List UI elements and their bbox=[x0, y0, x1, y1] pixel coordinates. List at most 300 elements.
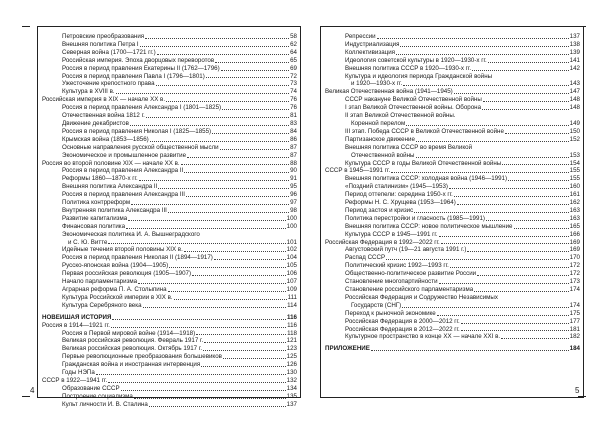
toc-entry bbox=[321, 175, 580, 183]
toc-entry-title: Отечественная война 1812 г. bbox=[62, 112, 145, 120]
toc-entry-title: Становление российского парламентаризма bbox=[345, 286, 474, 293]
toc-entry-page: 91 bbox=[290, 175, 297, 183]
dot-leader bbox=[126, 228, 286, 229]
toc-entry bbox=[38, 254, 297, 262]
toc-entry bbox=[321, 57, 580, 65]
dot-leader bbox=[139, 180, 289, 181]
toc-entry-page: 69 bbox=[290, 64, 297, 72]
toc-entry bbox=[38, 294, 297, 302]
toc-entry-title: Аграрная реформа П. А. Столыпина bbox=[62, 286, 167, 293]
toc-entry-page: 182 bbox=[569, 333, 580, 341]
toc-entry-page: 62 bbox=[290, 40, 297, 48]
toc-entry bbox=[321, 33, 580, 41]
toc-entry bbox=[321, 65, 580, 73]
toc-entry-page: 95 bbox=[290, 183, 297, 191]
dot-leader bbox=[145, 38, 289, 39]
toc-entry-title: Годы НЭПа bbox=[62, 369, 95, 377]
toc-entry bbox=[321, 160, 580, 168]
toc-entry bbox=[321, 144, 580, 152]
toc-entry-page: 163 bbox=[569, 214, 580, 222]
toc-entry-title: Внешняя политика СССР: холодная война (1946—1991) bbox=[345, 175, 508, 183]
toc-entry bbox=[38, 136, 297, 144]
dot-leader bbox=[186, 196, 289, 197]
toc-entry-page: 58 bbox=[290, 33, 297, 40]
toc-entry-page: 84 bbox=[290, 127, 297, 135]
toc-entry bbox=[321, 207, 580, 215]
dot-leader bbox=[187, 157, 289, 158]
dot-leader bbox=[158, 188, 289, 189]
toc-section-heading bbox=[321, 88, 580, 96]
toc-entry-page: 170 bbox=[569, 254, 580, 262]
toc-entry-title: Переход к рыночной экономике bbox=[345, 309, 436, 317]
crop-mark bbox=[22, 26, 30, 27]
toc-entry-page: 154 bbox=[569, 159, 580, 167]
toc-entry bbox=[38, 128, 297, 136]
toc-entry-page: 135 bbox=[286, 392, 297, 400]
toc-entry-page: 161 bbox=[569, 191, 580, 199]
toc-entry-title: Репрессии bbox=[345, 33, 376, 40]
toc-entry bbox=[38, 152, 297, 160]
toc-entry bbox=[38, 286, 297, 294]
toc-entry-page: 130 bbox=[286, 369, 297, 377]
toc-entry bbox=[38, 231, 297, 239]
toc-entry bbox=[321, 270, 580, 278]
dot-leader bbox=[215, 62, 289, 63]
toc-entry-page: 137 bbox=[569, 33, 580, 40]
dot-leader bbox=[192, 275, 286, 276]
toc-section-heading bbox=[321, 345, 580, 353]
toc-entry-page: 153 bbox=[569, 151, 580, 159]
toc-entry-page: 138 bbox=[569, 40, 580, 48]
toc-entry bbox=[321, 231, 580, 239]
toc-entry-page: 101 bbox=[286, 238, 297, 246]
toc-entry bbox=[321, 215, 580, 223]
page-number-right: 5 bbox=[575, 386, 580, 395]
toc-entry-page: 76 bbox=[290, 96, 297, 104]
toc-entry bbox=[321, 152, 580, 160]
toc-entry bbox=[321, 310, 580, 318]
dot-leader bbox=[156, 85, 290, 86]
toc-entry-page: 163 bbox=[569, 206, 580, 214]
toc-entry-title: I этап Великой Отечественной войны. Оборона bbox=[345, 104, 482, 112]
toc-entry-page: 152 bbox=[569, 135, 580, 143]
toc-entry bbox=[321, 191, 580, 199]
toc-entry bbox=[321, 254, 580, 262]
toc-entry bbox=[38, 246, 297, 254]
toc-entry bbox=[38, 175, 297, 183]
toc-entry-title: Великая российская революция. Октябрь 1917 г. bbox=[62, 345, 203, 353]
toc-entry bbox=[38, 330, 297, 338]
dot-leader bbox=[377, 38, 569, 39]
toc-entry-title: Культурное пространство в конце XX — начале XXI в. bbox=[345, 333, 501, 341]
toc-entry-title: и 1920—1930-х гг. bbox=[351, 80, 403, 88]
dot-leader bbox=[416, 141, 569, 142]
dot-leader bbox=[168, 212, 289, 213]
toc-entry-page: 155 bbox=[569, 167, 580, 175]
toc-section-heading bbox=[38, 322, 297, 330]
toc-entry bbox=[38, 191, 297, 199]
toc-entry-page: 177 bbox=[569, 317, 580, 325]
dot-leader bbox=[130, 125, 289, 126]
dot-leader bbox=[174, 299, 287, 300]
toc-section-heading bbox=[321, 167, 580, 175]
toc-entry bbox=[38, 223, 297, 231]
right-page bbox=[320, 26, 584, 398]
dot-leader bbox=[223, 358, 286, 359]
dot-leader bbox=[116, 93, 290, 94]
toc-entry-title: и С. Ю. Витте bbox=[68, 238, 108, 246]
toc-entry-title: Внешняя политика Александра II bbox=[62, 183, 158, 191]
toc-entry-page: 87 bbox=[290, 143, 297, 151]
dot-leader bbox=[221, 70, 289, 71]
toc-entry bbox=[38, 65, 297, 73]
dot-leader bbox=[439, 283, 569, 284]
toc-entry-title: «Поздний сталинизм» (1945—1953) bbox=[345, 183, 448, 191]
toc-entry-title: Коренной перелом bbox=[351, 119, 406, 127]
toc-entry-title: Первые революционные преобразования большевиков bbox=[62, 353, 222, 361]
toc-entry-page: 160 bbox=[569, 183, 580, 191]
dot-leader bbox=[482, 109, 569, 110]
toc-entry-page: 88 bbox=[290, 159, 297, 167]
toc-entry-page: 172 bbox=[569, 270, 580, 278]
left-page bbox=[37, 26, 301, 408]
toc-entry-page: 132 bbox=[286, 376, 297, 384]
toc-entry-page: 175 bbox=[569, 309, 580, 317]
toc-entry bbox=[38, 88, 297, 96]
toc-entry bbox=[38, 385, 297, 393]
toc-entry-page: 169 bbox=[569, 246, 580, 254]
toc-section-heading bbox=[321, 239, 580, 247]
toc-entry-page: 173 bbox=[569, 278, 580, 286]
dot-leader bbox=[467, 251, 568, 252]
dot-leader bbox=[112, 319, 286, 320]
toc-entry-page: 102 bbox=[286, 246, 297, 254]
dot-leader bbox=[501, 338, 569, 339]
toc-entry-title: III этап. Победа СССР в Великой Отечественной войне bbox=[345, 127, 504, 135]
toc-entry bbox=[321, 199, 580, 207]
toc-entry-page: 87 bbox=[290, 151, 297, 159]
toc-entry bbox=[321, 120, 580, 128]
toc-entry-title: Идейные течения второй половины XIX в. bbox=[62, 246, 183, 254]
dot-leader bbox=[441, 243, 569, 244]
toc-entry-title: СССР в 1922—1941 гг. bbox=[42, 376, 108, 384]
toc-entry bbox=[321, 104, 580, 112]
toc-entry-title: Культура СССР в годы Великой Отечественной войны bbox=[345, 159, 502, 167]
toc-entry-page: 137 bbox=[286, 400, 297, 408]
toc-entry-title: Российская Федерация в 1992—2022 гг. bbox=[325, 238, 440, 246]
toc-entry-title: Реформы Н. С. Хрущева (1953—1964) bbox=[345, 199, 456, 207]
dot-leader bbox=[214, 259, 286, 260]
toc-entry bbox=[321, 41, 580, 49]
dot-leader bbox=[121, 390, 286, 391]
toc-entry bbox=[38, 144, 297, 152]
dot-leader bbox=[449, 188, 569, 189]
toc-entry-title: Внутренняя политика Александра III bbox=[62, 206, 167, 214]
toc-entry-title: Россия в период правления Екатерины II (1762—1796) bbox=[62, 64, 220, 72]
toc-entry-title: Северная война (1700—1721 гг.) bbox=[62, 48, 156, 56]
toc-entry bbox=[38, 393, 297, 401]
toc-entry-title: Период оттепели: середина 1950-х гг. bbox=[345, 191, 453, 199]
toc-entry bbox=[38, 345, 297, 353]
dot-leader bbox=[201, 366, 285, 367]
toc-entry bbox=[38, 270, 297, 278]
toc-entry-title: Индустриализация bbox=[345, 40, 400, 48]
dot-leader bbox=[184, 251, 286, 252]
toc-entry-title: Россия во второй половине XIX — начале XX в. bbox=[42, 159, 180, 167]
toc-entry bbox=[321, 80, 580, 88]
toc-entry-title: Россия в период правления Александра III bbox=[62, 191, 185, 199]
toc-entry-title: Россия в период правления Николая II (1894—1917) bbox=[62, 254, 213, 262]
toc-entry-page: 97 bbox=[290, 199, 297, 207]
dot-leader bbox=[184, 172, 289, 173]
toc-entry-page: 174 bbox=[569, 301, 580, 309]
toc-entry-title: Российская Федерация и Содружество Независимых bbox=[345, 293, 498, 301]
toc-entry bbox=[321, 318, 580, 326]
toc-entry bbox=[38, 278, 297, 286]
toc-entry-title: Россия в период правления Павла I (1796—1801) bbox=[62, 72, 205, 80]
toc-entry-page: 134 bbox=[286, 384, 297, 392]
toc-entry-page: 141 bbox=[569, 56, 580, 64]
toc-entry-title: Идеология советской культуры в 1920—1930-х гг. bbox=[345, 56, 487, 64]
toc-entry-page: 139 bbox=[569, 48, 580, 56]
toc-entry-title: Финансовая политика bbox=[62, 222, 126, 230]
dot-leader bbox=[461, 323, 569, 324]
dot-leader bbox=[439, 236, 569, 237]
toc-entry-page: 162 bbox=[569, 199, 580, 207]
toc-entry-page: 100 bbox=[286, 222, 297, 230]
toc-entry-page: 111 bbox=[287, 293, 297, 301]
toc-entry bbox=[38, 361, 297, 369]
toc-entry-title: Политика перестройки и гласность (1985—1991) bbox=[345, 214, 485, 222]
toc-entry-title: Политика контрреформ bbox=[62, 199, 131, 207]
toc-entry-page: 90 bbox=[290, 167, 297, 175]
dot-leader bbox=[111, 327, 286, 328]
toc-entry bbox=[38, 112, 297, 120]
toc-entry-title: Движение декабристов bbox=[62, 119, 129, 127]
toc-entry bbox=[38, 167, 297, 175]
toc-entry bbox=[38, 401, 297, 409]
toc-entry-title: Начало парламентаризма bbox=[62, 278, 138, 286]
toc-entry-page: 181 bbox=[569, 325, 580, 333]
toc-entry-page: 149 bbox=[569, 119, 580, 127]
dot-leader bbox=[203, 350, 286, 351]
toc-entry-page: 121 bbox=[286, 337, 297, 345]
toc-list-right bbox=[321, 33, 583, 353]
toc-entry-title: Политический кризис 1992—1993 гг. bbox=[345, 262, 449, 270]
toc-entry-page: 116 bbox=[287, 313, 297, 321]
dot-leader bbox=[457, 204, 569, 205]
toc-entry-page: 109 bbox=[286, 286, 297, 293]
dot-leader bbox=[416, 157, 569, 158]
toc-entry-title: Российская империя в XIX — начале XX в. bbox=[42, 96, 166, 104]
toc-entry-page: 96 bbox=[290, 191, 297, 199]
toc-entry-title: II этап Великой Отечественной войны. bbox=[345, 112, 456, 120]
dot-leader bbox=[486, 220, 569, 221]
dot-leader bbox=[212, 133, 289, 134]
toc-entry-title: Российская империя. Эпоха дворцовых переворотов bbox=[62, 56, 215, 64]
toc-entry-title: Экономическое и промышленное развитие bbox=[62, 151, 187, 159]
dot-leader bbox=[146, 117, 289, 118]
toc-entry-page: 184 bbox=[569, 345, 580, 353]
toc-entry-page: 114 bbox=[287, 301, 297, 309]
toc-entry bbox=[38, 215, 297, 223]
toc-entry-title: Российская Федерация в 2000—2012 гг. bbox=[345, 317, 460, 325]
dot-leader bbox=[134, 398, 286, 399]
toc-entry-title: СССР накануне Великой Отечественной войны bbox=[345, 96, 482, 104]
toc-entry-title: Общественно-политическое развитие России bbox=[345, 270, 477, 278]
dot-leader bbox=[403, 85, 568, 86]
toc-entry-title: Партизанское движение bbox=[345, 135, 415, 143]
toc-list-left bbox=[38, 33, 300, 409]
dot-leader bbox=[402, 307, 568, 308]
toc-entry-page: 172 bbox=[569, 262, 580, 270]
toc-entry-page: 74 bbox=[290, 88, 297, 96]
toc-entry bbox=[321, 294, 580, 302]
toc-entry bbox=[38, 207, 297, 215]
toc-entry-title: Русско-японская война (1904—1905) bbox=[62, 262, 169, 270]
toc-entry-title: Построение социализма bbox=[62, 392, 133, 400]
toc-entry bbox=[321, 73, 580, 81]
toc-entry-title: Августовский путч (19—21 августа 1991 г.) bbox=[345, 246, 467, 254]
toc-entry bbox=[321, 223, 580, 231]
toc-section-heading bbox=[38, 377, 297, 385]
toc-entry bbox=[38, 120, 297, 128]
toc-entry-title: Период застоя и кризис bbox=[345, 206, 414, 214]
dot-leader bbox=[396, 54, 569, 55]
dot-leader bbox=[138, 283, 286, 284]
dot-leader bbox=[143, 307, 287, 308]
toc-entry-page: 73 bbox=[290, 80, 297, 88]
toc-entry-title: Становление многопартийности bbox=[345, 278, 438, 286]
dot-leader bbox=[386, 259, 569, 260]
toc-entry-title: Россия в Первой мировой войне (1914—1918) bbox=[62, 329, 196, 337]
toc-entry-page: 116 bbox=[287, 321, 297, 329]
toc-entry bbox=[321, 302, 580, 310]
toc-entry bbox=[38, 337, 297, 345]
toc-entry bbox=[321, 246, 580, 254]
toc-section-heading bbox=[38, 160, 297, 168]
dot-leader bbox=[166, 101, 289, 102]
toc-entry-title: НОВЕЙШАЯ ИСТОРИЯ bbox=[42, 313, 112, 321]
dot-leader bbox=[222, 109, 289, 110]
toc-entry-page: 150 bbox=[569, 127, 580, 135]
toc-entry-page: 165 bbox=[569, 222, 580, 230]
toc-entry-title: Реформы 1860—1870-х гг. bbox=[62, 175, 138, 183]
toc-entry-page: 143 bbox=[569, 80, 580, 88]
dot-leader bbox=[454, 93, 569, 94]
crop-mark bbox=[578, 396, 586, 397]
toc-entry-title: Крымская война (1853—1856) bbox=[62, 135, 149, 143]
toc-entry-page: 72 bbox=[290, 72, 297, 80]
toc-entry bbox=[321, 112, 580, 120]
toc-entry-page: 107 bbox=[286, 278, 297, 286]
dot-leader bbox=[514, 228, 569, 229]
dot-leader bbox=[128, 220, 285, 221]
toc-entry-title: Государств (СНГ) bbox=[351, 301, 402, 309]
page-number-left: 4 bbox=[30, 386, 35, 395]
toc-entry-title: Экономическая политика И. А. Вышнеградского bbox=[62, 230, 200, 238]
toc-entry-page: 104 bbox=[286, 254, 297, 262]
toc-entry-title: Культура Серебряного века bbox=[62, 301, 142, 309]
toc-section-heading bbox=[38, 314, 297, 322]
toc-entry bbox=[38, 57, 297, 65]
crop-mark bbox=[22, 396, 30, 397]
dot-leader bbox=[140, 46, 289, 47]
toc-entry-page: 83 bbox=[290, 119, 297, 127]
toc-entry-page: 64 bbox=[290, 48, 297, 56]
dot-leader bbox=[502, 164, 568, 165]
toc-entry-title: Россия в период правления Александра II bbox=[62, 167, 184, 175]
toc-entry-title: Распад СССР bbox=[345, 254, 386, 262]
toc-entry bbox=[38, 41, 297, 49]
toc-entry-page: 147 bbox=[569, 88, 580, 96]
toc-entry-page: 105 bbox=[286, 262, 297, 270]
dot-leader bbox=[371, 350, 569, 351]
toc-entry-page: 123 bbox=[286, 345, 297, 353]
dot-leader bbox=[204, 342, 285, 343]
toc-entry-title: СССР в 1945—1991 гг. bbox=[325, 167, 391, 175]
dot-leader bbox=[168, 291, 286, 292]
dot-leader bbox=[206, 77, 289, 78]
dot-leader bbox=[196, 334, 286, 335]
toc-entry-page: 142 bbox=[569, 64, 580, 72]
toc-entry-page: 169 bbox=[569, 238, 580, 246]
dot-leader bbox=[157, 54, 289, 55]
toc-entry-page: 81 bbox=[290, 112, 297, 120]
toc-entry bbox=[38, 80, 297, 88]
toc-entry bbox=[38, 199, 297, 207]
toc-entry-title: Россия в период правления Николая I (1825—1855) bbox=[62, 127, 212, 135]
toc-entry-title: Ужесточение крепостного права bbox=[62, 80, 155, 88]
toc-entry bbox=[321, 262, 580, 270]
toc-entry-title: Образование СССР bbox=[62, 384, 120, 392]
toc-entry-title: Российская Федерация в 2012—2022 гг. bbox=[345, 325, 460, 333]
toc-entry-title: Великая российская революция. Февраль 1917 г. bbox=[62, 337, 204, 345]
toc-entry-page: 118 bbox=[287, 329, 297, 337]
toc-entry bbox=[38, 353, 297, 361]
dot-leader bbox=[131, 204, 289, 205]
dot-leader bbox=[474, 291, 569, 292]
toc-entry-title: Культ личности И. В. Сталина bbox=[62, 400, 148, 408]
dot-leader bbox=[483, 101, 569, 102]
dot-leader bbox=[108, 243, 285, 244]
dot-leader bbox=[149, 406, 286, 407]
toc-entry-title: Россия в период правления Александра I (1801—1825) bbox=[62, 104, 222, 112]
dot-leader bbox=[96, 374, 286, 375]
toc-entry-title: Культура в XVIII в. bbox=[62, 88, 115, 96]
toc-entry-title: Россия в 1914—1921 гг. bbox=[42, 321, 110, 329]
toc-entry-page: 65 bbox=[290, 56, 297, 64]
toc-entry-title: Основные направления русской общественной мысли bbox=[62, 143, 219, 151]
toc-entry-title: Культура СССР в 1945—1991 гг. bbox=[345, 230, 438, 238]
toc-entry-page: 125 bbox=[286, 353, 297, 361]
toc-entry-title: Первая российская революция (1905—1907) bbox=[62, 270, 192, 278]
toc-entry-page: 148 bbox=[569, 104, 580, 112]
toc-entry-title: Внешняя политика СССР в 1920—1930-х гг. bbox=[345, 64, 472, 72]
toc-entry bbox=[38, 183, 297, 191]
toc-entry bbox=[321, 326, 580, 334]
toc-entry bbox=[321, 96, 580, 104]
toc-entry-title: Коллективизация bbox=[345, 48, 396, 56]
toc-entry bbox=[321, 333, 580, 341]
toc-entry bbox=[38, 239, 297, 247]
dot-leader bbox=[400, 46, 568, 47]
toc-entry-title: Культура и идеология периода Гражданской войны bbox=[345, 72, 493, 80]
toc-entry-title: Развитие капитализма bbox=[62, 214, 128, 222]
toc-entry-title: Петровские преобразования bbox=[62, 33, 145, 40]
toc-entry bbox=[38, 302, 297, 310]
crop-mark bbox=[578, 26, 586, 27]
